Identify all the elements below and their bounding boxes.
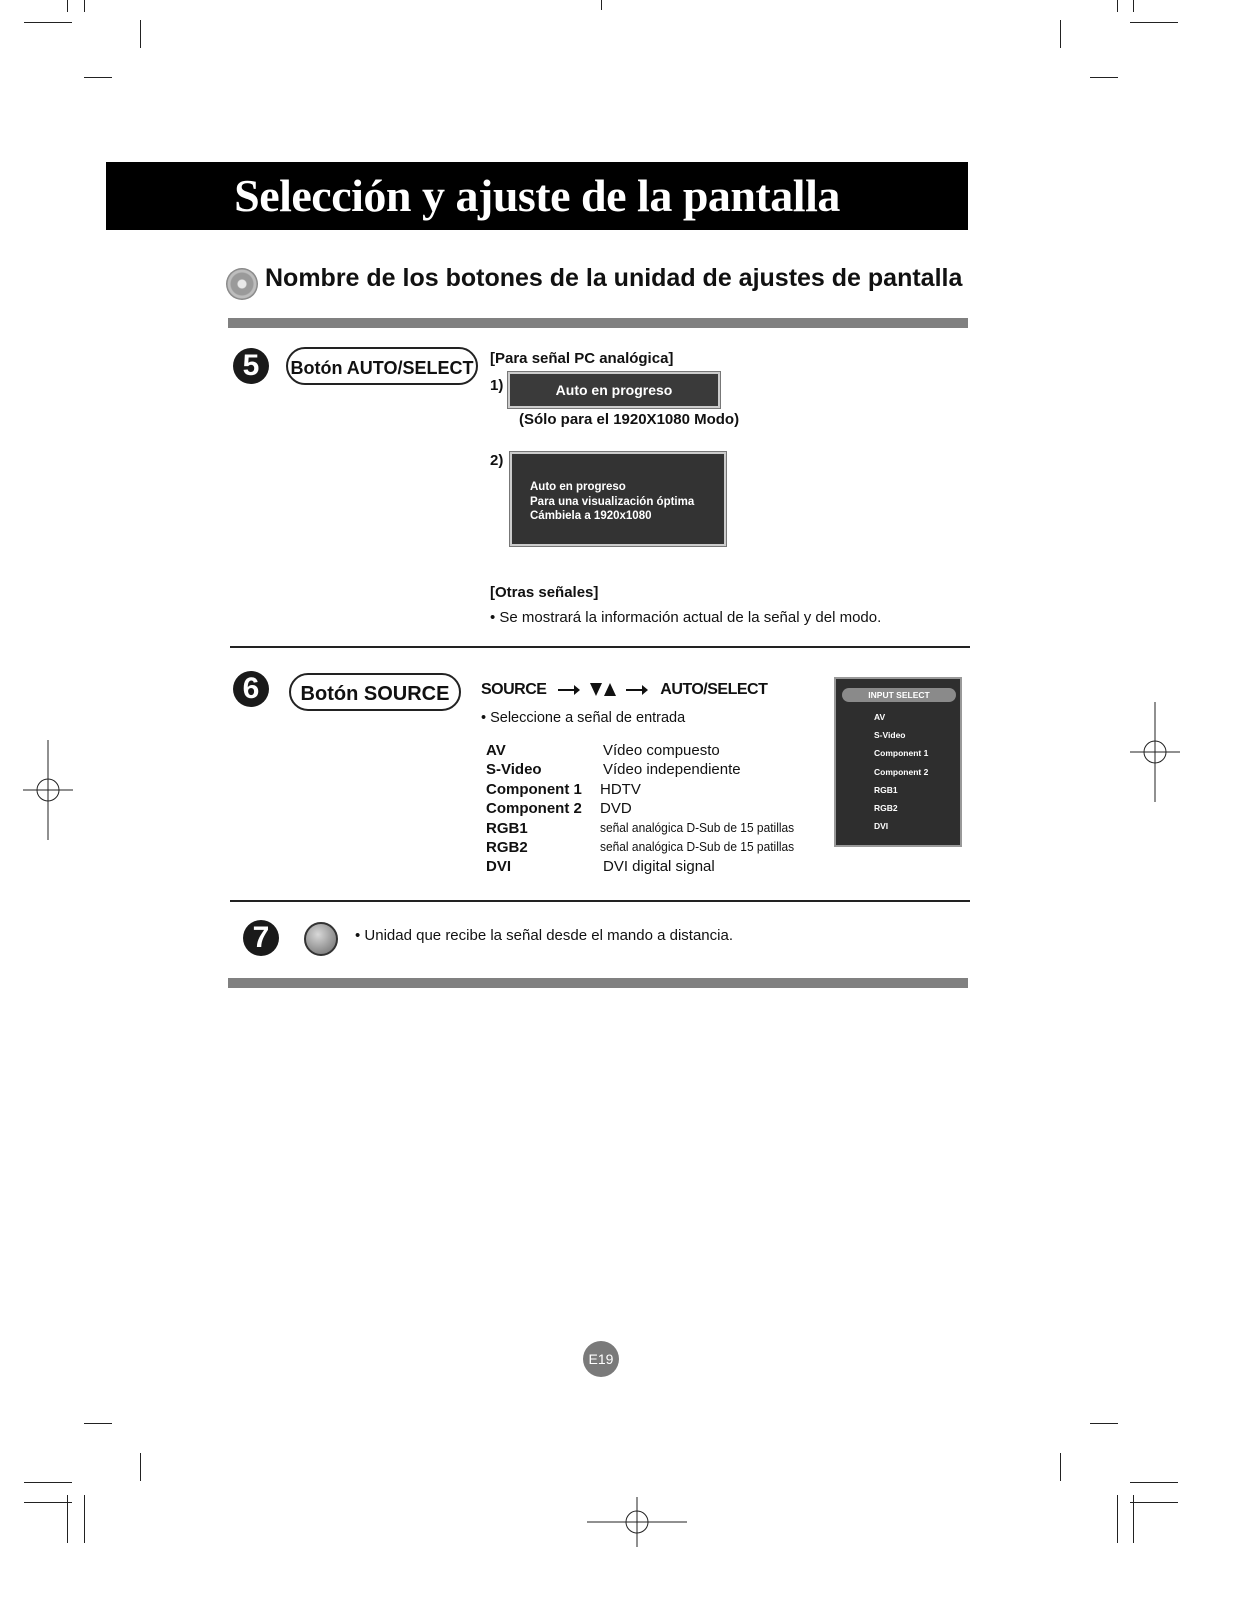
step-2-label: 2): [490, 452, 504, 469]
input-name: DVI: [486, 858, 512, 876]
source-sequence: [481, 681, 767, 699]
input-name: AV: [486, 742, 506, 759]
registration-mark-bottom-icon: [587, 1497, 687, 1547]
list-item: RGB2: [874, 802, 898, 813]
osd-line: Auto en progreso: [530, 481, 626, 493]
auto-progress-osd: Auto en progreso: [508, 372, 720, 408]
auto-select-button-label: Botón AUTO/SELECT: [286, 347, 478, 385]
other-signals-heading: [Otras señales]: [490, 584, 599, 601]
up-triangle-icon: [604, 683, 616, 696]
page-number: E19: [583, 1341, 619, 1377]
divider: [230, 900, 970, 902]
input-select-header: INPUT SELECT: [842, 688, 956, 702]
list-item: RGB1: [874, 784, 898, 795]
list-item: Component 1: [874, 748, 929, 759]
divider: [230, 646, 970, 648]
input-name: RGB1: [486, 819, 528, 837]
input-description: Vídeo independiente: [603, 761, 741, 779]
input-description: señal analógica D-Sub de 15 patillas: [600, 819, 795, 835]
list-item: Component 2: [874, 766, 929, 777]
step-1-label: 1): [490, 377, 504, 394]
registration-mark-left-icon: [23, 740, 73, 840]
page-title: Selección y ajuste de la pantalla: [106, 162, 968, 230]
input-select-osd: [834, 677, 962, 847]
input-name: Component 2: [486, 800, 582, 818]
input-description: señal analógica D-Sub de 15 patillas: [600, 838, 795, 854]
item-number-5: 5: [233, 348, 269, 384]
section-bottom-rule: [228, 978, 968, 988]
input-description: HDTV: [600, 780, 641, 798]
registration-mark-right-icon: [1130, 702, 1180, 802]
remote-sensor-text: • Unidad que recibe la señal desde el mando a distancia.: [355, 927, 733, 944]
input-description: DVI digital signal: [603, 858, 715, 876]
other-signals-text: • Se mostrará la información actual de la señal y del modo.: [490, 609, 882, 626]
section-title: Nombre de los botones de la unidad de ajustes de pantalla: [265, 264, 963, 292]
input-name: S-Video: [486, 761, 542, 779]
osd-line: Cámbiela a 1920x1080: [530, 510, 652, 522]
input-select-list: [874, 712, 928, 839]
section-top-rule: [228, 318, 968, 328]
input-name: Component 1: [486, 780, 582, 798]
down-triangle-icon: [590, 683, 602, 696]
input-description: Vídeo compuesto: [603, 742, 720, 759]
arrow-right-icon: [626, 689, 644, 691]
sequence-source: SOURCE: [481, 681, 547, 698]
list-item: DVI: [874, 821, 889, 832]
resolution-note: (Sólo para el 1920X1080 Modo): [519, 411, 740, 428]
list-item: S-Video: [874, 730, 906, 741]
source-button-label: Botón SOURCE: [289, 673, 461, 711]
auto-progress-message-osd: [510, 452, 726, 546]
item-number-7: 7: [243, 920, 279, 956]
input-name: RGB2: [486, 838, 528, 856]
input-description: DVD: [600, 800, 632, 818]
arrow-right-icon: [558, 689, 576, 691]
sequence-auto-select: AUTO/SELECT: [660, 681, 768, 698]
osd-line: Para una visualización óptima: [530, 495, 695, 508]
section-bullet-icon: [226, 268, 258, 300]
list-item: AV: [874, 712, 886, 722]
item-number-6: 6: [233, 671, 269, 707]
pc-signal-heading: [Para señal PC analógica]: [490, 350, 674, 367]
select-input-text: • Seleccione a señal de entrada: [481, 710, 686, 726]
remote-sensor-icon: [304, 922, 338, 956]
